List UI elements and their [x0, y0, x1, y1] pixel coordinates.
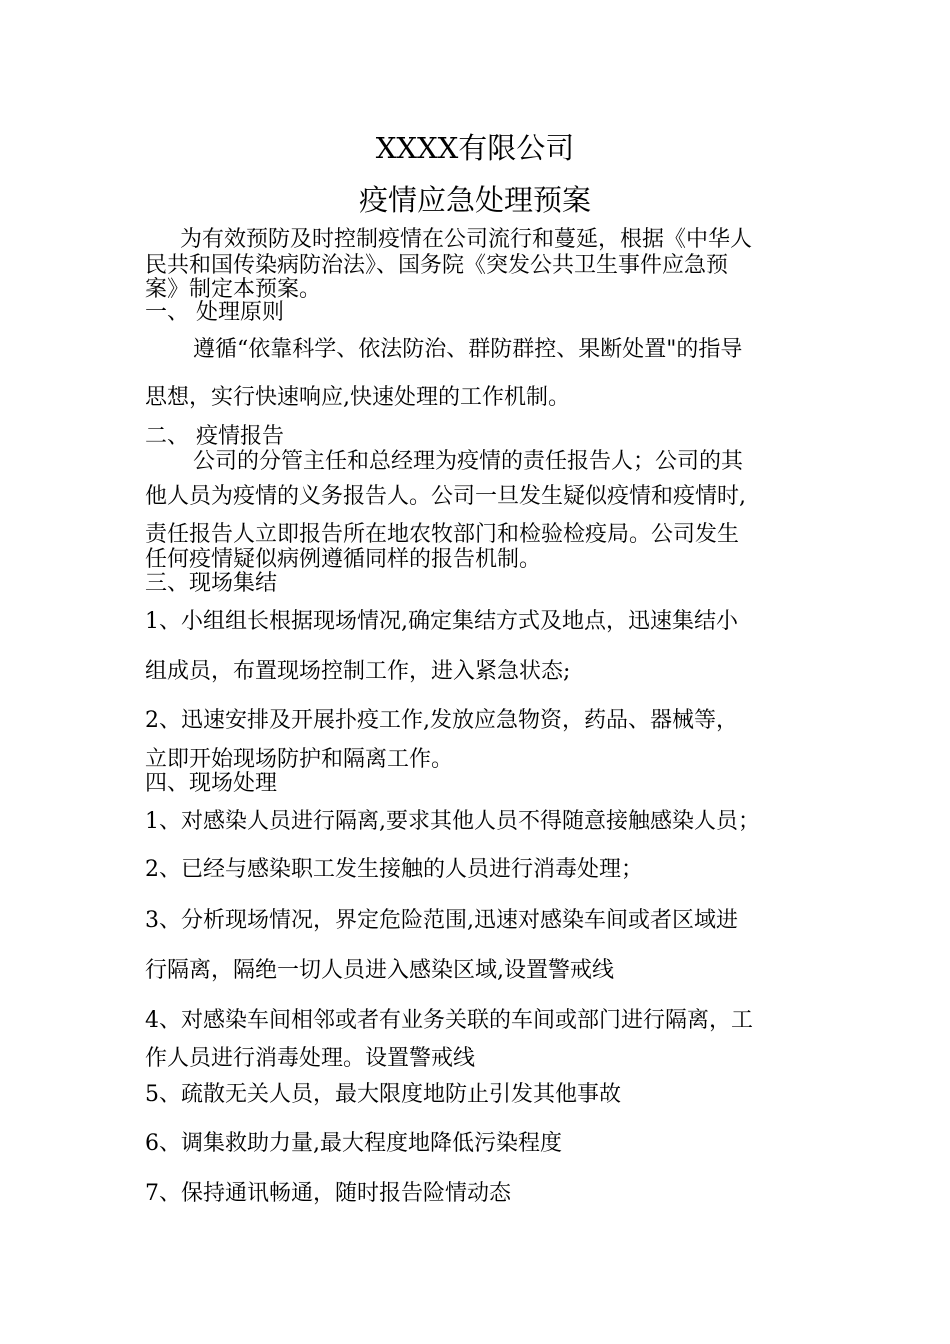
paragraph-line: 立即开始现场防护和隔离工作。 — [145, 747, 454, 772]
intro-line: 民共和国传染病防治法》、国务院《突发公共卫生事件应急预 — [145, 253, 729, 278]
intro-line: 为有效预防及时控制疫情在公司流行和蔓延，根据《中华人 — [180, 227, 753, 252]
paragraph-line: 7、保持通讯畅通，随时报告险情动态 — [145, 1181, 511, 1206]
plan-title: 疫情应急处理预案 — [358, 183, 591, 217]
paragraph-line: 1、对感染人员进行隔离,要求其他人员不得随意接触感染人员； — [145, 809, 760, 834]
paragraph-line: 行隔离，隔绝一切人员进入感染区域,设置警戒线 — [145, 958, 614, 983]
paragraph-line: 遵循“依靠科学、依法防治、群防群控、果断处置"的指导 — [193, 337, 743, 362]
section-heading: 三、现场集结 — [145, 571, 278, 596]
paragraph-line: 任何疫情疑似病例遵循同样的报告机制。 — [145, 547, 542, 572]
section-heading: 一、 处理原则 — [145, 300, 284, 325]
paragraph-line: 6、调集救助力量,最大程度地降低污染程度 — [145, 1131, 562, 1156]
paragraph-line: 公司的分管主任和总经理为疫情的责任报告人；公司的其 — [193, 449, 744, 474]
paragraph-line: 他人员为疫情的义务报告人。公司一旦发生疑似疫情和疫情时, — [145, 484, 746, 509]
paragraph-line: 5、疏散无关人员，最大限度地防止引发其他事故 — [145, 1082, 621, 1107]
paragraph-line: 4、对感染车间相邻或者有业务关联的车间或部门进行隔离，工 — [145, 1008, 753, 1033]
company-title: XXXX有限公司 — [375, 131, 575, 165]
paragraph-line: 思想，实行快速响应,快速处理的工作机制。 — [145, 385, 570, 410]
paragraph-line: 责任报告人立即报告所在地农牧部门和检验检疫局。公司发生 — [145, 522, 740, 547]
paragraph-line: 2、迅速安排及开展扑疫工作,发放应急物资，药品、器械等， — [145, 708, 738, 733]
section-heading: 四、现场处理 — [145, 771, 278, 796]
paragraph-line: 2、已经与感染职工发生接触的人员进行消毒处理； — [145, 857, 643, 882]
section-heading: 二、 疫情报告 — [145, 424, 284, 449]
paragraph-line: 1、小组组长根据现场情况,确定集结方式及地点，迅速集结小 — [145, 609, 738, 634]
paragraph-line: 作人员进行消毒处理。设置警戒线 — [145, 1046, 476, 1071]
intro-line: 案》制定本预案。 — [145, 277, 322, 302]
paragraph-line: 3、分析现场情况，界定危险范围,迅速对感染车间或者区域进 — [145, 908, 738, 933]
paragraph-line: 组成员，布置现场控制工作，进入紧急状态; — [145, 659, 571, 684]
